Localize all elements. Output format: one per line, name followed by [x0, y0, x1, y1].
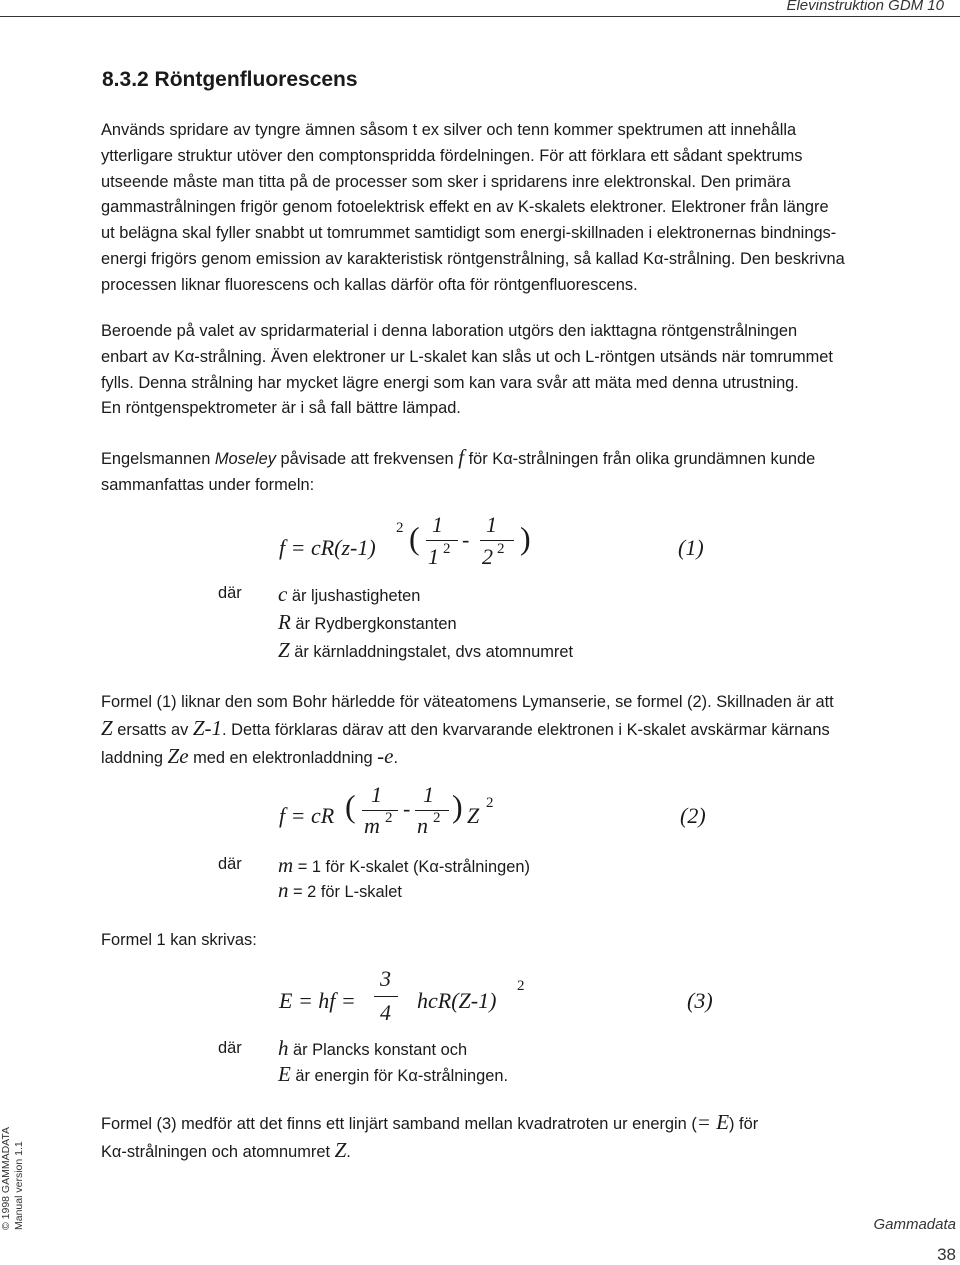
- text-line: Beroende på valet av spridarmaterial i denna laboration utgörs den iakttagna röntgenstrålningen: [101, 322, 798, 340]
- eq2-z-exponent: 2: [486, 795, 494, 811]
- eq1-open-paren: (: [409, 520, 420, 556]
- text-line: fylls. Denna strålning har mycket lägre energi som kan vara svår att mäta med denna utrustning.: [101, 373, 799, 392]
- eq1-minus: -: [462, 527, 470, 552]
- text-line: laddning Ze med en elektronladdning -e.: [101, 743, 399, 768]
- text-line: Kα-strålningen och atomnumret Z.: [101, 1137, 351, 1162]
- text-line: Formel (1) liknar den som Bohr härledde för väteatomens Lymanserie, se formel (2). Skillnaden är att: [101, 693, 834, 711]
- text-line: Engelsmannen Moseley påvisade att frekvensen f för Kα-strålningen från olika grundämnen kunde: [101, 445, 816, 469]
- paragraph-2: [101, 319, 959, 422]
- text-line: En röntgenspektrometer är i så fall bättre lämpad.: [101, 399, 461, 418]
- section-title: 8.3.2 Röntgenfluorescens: [102, 68, 358, 91]
- text-line: processen liknar fluorescens och kallas därför ofta för röntgenfluorescens.: [101, 275, 638, 294]
- manual-version-text: Manual version 1.1: [13, 1141, 25, 1230]
- eq2-den2-exponent: 2: [433, 810, 441, 826]
- eq3-rhs: hcR(Z-1): [417, 988, 497, 1013]
- definition-n: n = 2 för L-skalet: [278, 878, 402, 902]
- formel-1-caption: Formel 1 kan skrivas:: [101, 931, 257, 949]
- dar-label: där: [218, 855, 242, 873]
- text-line: Används spridare av tyngre ämnen såsom t ex silver och tenn kommer spektrumen att innehålla: [101, 121, 797, 139]
- text-line: ut belägna skal fyller snabbt ut tomrummet samtidigt som energi-skillnaden i elektronernas bindnings-: [101, 224, 837, 243]
- eq1-num2: 1: [486, 512, 497, 537]
- copyright-text: © 1998 GAMMADATA: [0, 1126, 12, 1230]
- text-line: Formel (3) medför att det finns ett linjärt samband mellan kvadratroten ur energin (= E) för: [101, 1110, 759, 1134]
- eq1-den2: 2: [482, 544, 493, 569]
- side-copyright: [0, 1127, 26, 1230]
- eq2-den2: n: [417, 813, 428, 838]
- text-line: energi frigörs genom emission av karakteristisk röntgenstrålning, så kallad Kα-strålning. Den beskrivna: [101, 249, 845, 268]
- footer-brand: Gammadata: [873, 1216, 956, 1233]
- definition-z: Z är kärnladdningstalet, dvs atomnumret: [278, 638, 574, 662]
- eq2-den1: m: [364, 813, 380, 838]
- eq2-num1: 1: [371, 782, 382, 807]
- eq3-den: 4: [380, 1000, 391, 1025]
- eq3-exponent: 2: [517, 978, 525, 994]
- eq1-number: (1): [678, 535, 704, 560]
- eq1-fraction-bar-1: [426, 540, 458, 541]
- eq1-lhs: f = cR(z-1): [279, 535, 376, 560]
- paragraph-5: [101, 1110, 959, 1166]
- text-line: Z ersatts av Z-1. Detta förklaras därav att den kvarvarande elektronen i K-skalet avskärmar kärnans: [101, 715, 830, 740]
- paragraph-3: [101, 445, 959, 499]
- page-number: 38: [937, 1245, 956, 1264]
- eq2-fraction-bar-1: [362, 810, 398, 811]
- running-header: Elevinstruktion GDM 10: [786, 0, 944, 14]
- text-line: utseende måste man titta på de processer som sker i spridarens inre elektronskal. Den primära: [101, 172, 791, 191]
- eq1-den1: 1: [428, 544, 439, 569]
- definition-m: m = 1 för K-skalet (Kα-strålningen): [278, 853, 530, 877]
- text-line: sammanfattas under formeln:: [101, 475, 315, 494]
- eq2-fraction-bar-2: [415, 810, 449, 811]
- eq1-den1-exponent: 2: [443, 541, 451, 557]
- definition-e: E är energin för Kα-strålningen.: [278, 1062, 509, 1086]
- definition-c: c är ljushastigheten: [278, 582, 421, 606]
- paragraph-1: [101, 118, 959, 299]
- definition-r: R är Rydbergkonstanten: [278, 610, 457, 634]
- eq3-num: 3: [380, 966, 391, 991]
- name-moseley: Moseley: [214, 450, 276, 468]
- eq2-den1-exponent: 2: [385, 810, 393, 826]
- symbol-f: f: [458, 445, 465, 469]
- eq3-fraction-bar: [374, 996, 398, 997]
- text-line: ytterligare struktur utöver den comptonspridda fördelningen. För att förklara ett sådant spektrums: [101, 146, 803, 165]
- eq2-lhs: f = cR: [279, 803, 335, 828]
- text-line: gammastrålningen frigör genom fotoelektrisk effekt en av K-skalets elektroner. Elektroner från längre: [101, 198, 829, 217]
- paragraph-4: [101, 690, 959, 771]
- header-rule: [0, 16, 960, 17]
- eq1-den2-exponent: 2: [497, 541, 505, 557]
- eq2-minus: -: [403, 796, 411, 821]
- eq3-number: (3): [687, 988, 713, 1013]
- definition-h: h är Plancks konstant och: [278, 1036, 468, 1060]
- dar-label: där: [218, 1039, 242, 1057]
- eq1-num1: 1: [432, 512, 443, 537]
- eq2-close-paren: ): [452, 788, 463, 824]
- eq1-close-paren: ): [520, 520, 531, 556]
- eq2-z: Z: [467, 803, 480, 828]
- eq2-open-paren: (: [345, 788, 356, 824]
- eq1-exponent: 2: [396, 520, 404, 536]
- eq2-num2: 1: [423, 782, 434, 807]
- dar-label: där: [218, 584, 242, 602]
- text-line: enbart av Kα-strålning. Även elektroner ur L-skalet kan slås ut och L-röntgen utsänds när tomrummet: [101, 347, 833, 366]
- eq2-number: (2): [680, 803, 706, 828]
- eq3-lhs: E = hf =: [279, 988, 356, 1013]
